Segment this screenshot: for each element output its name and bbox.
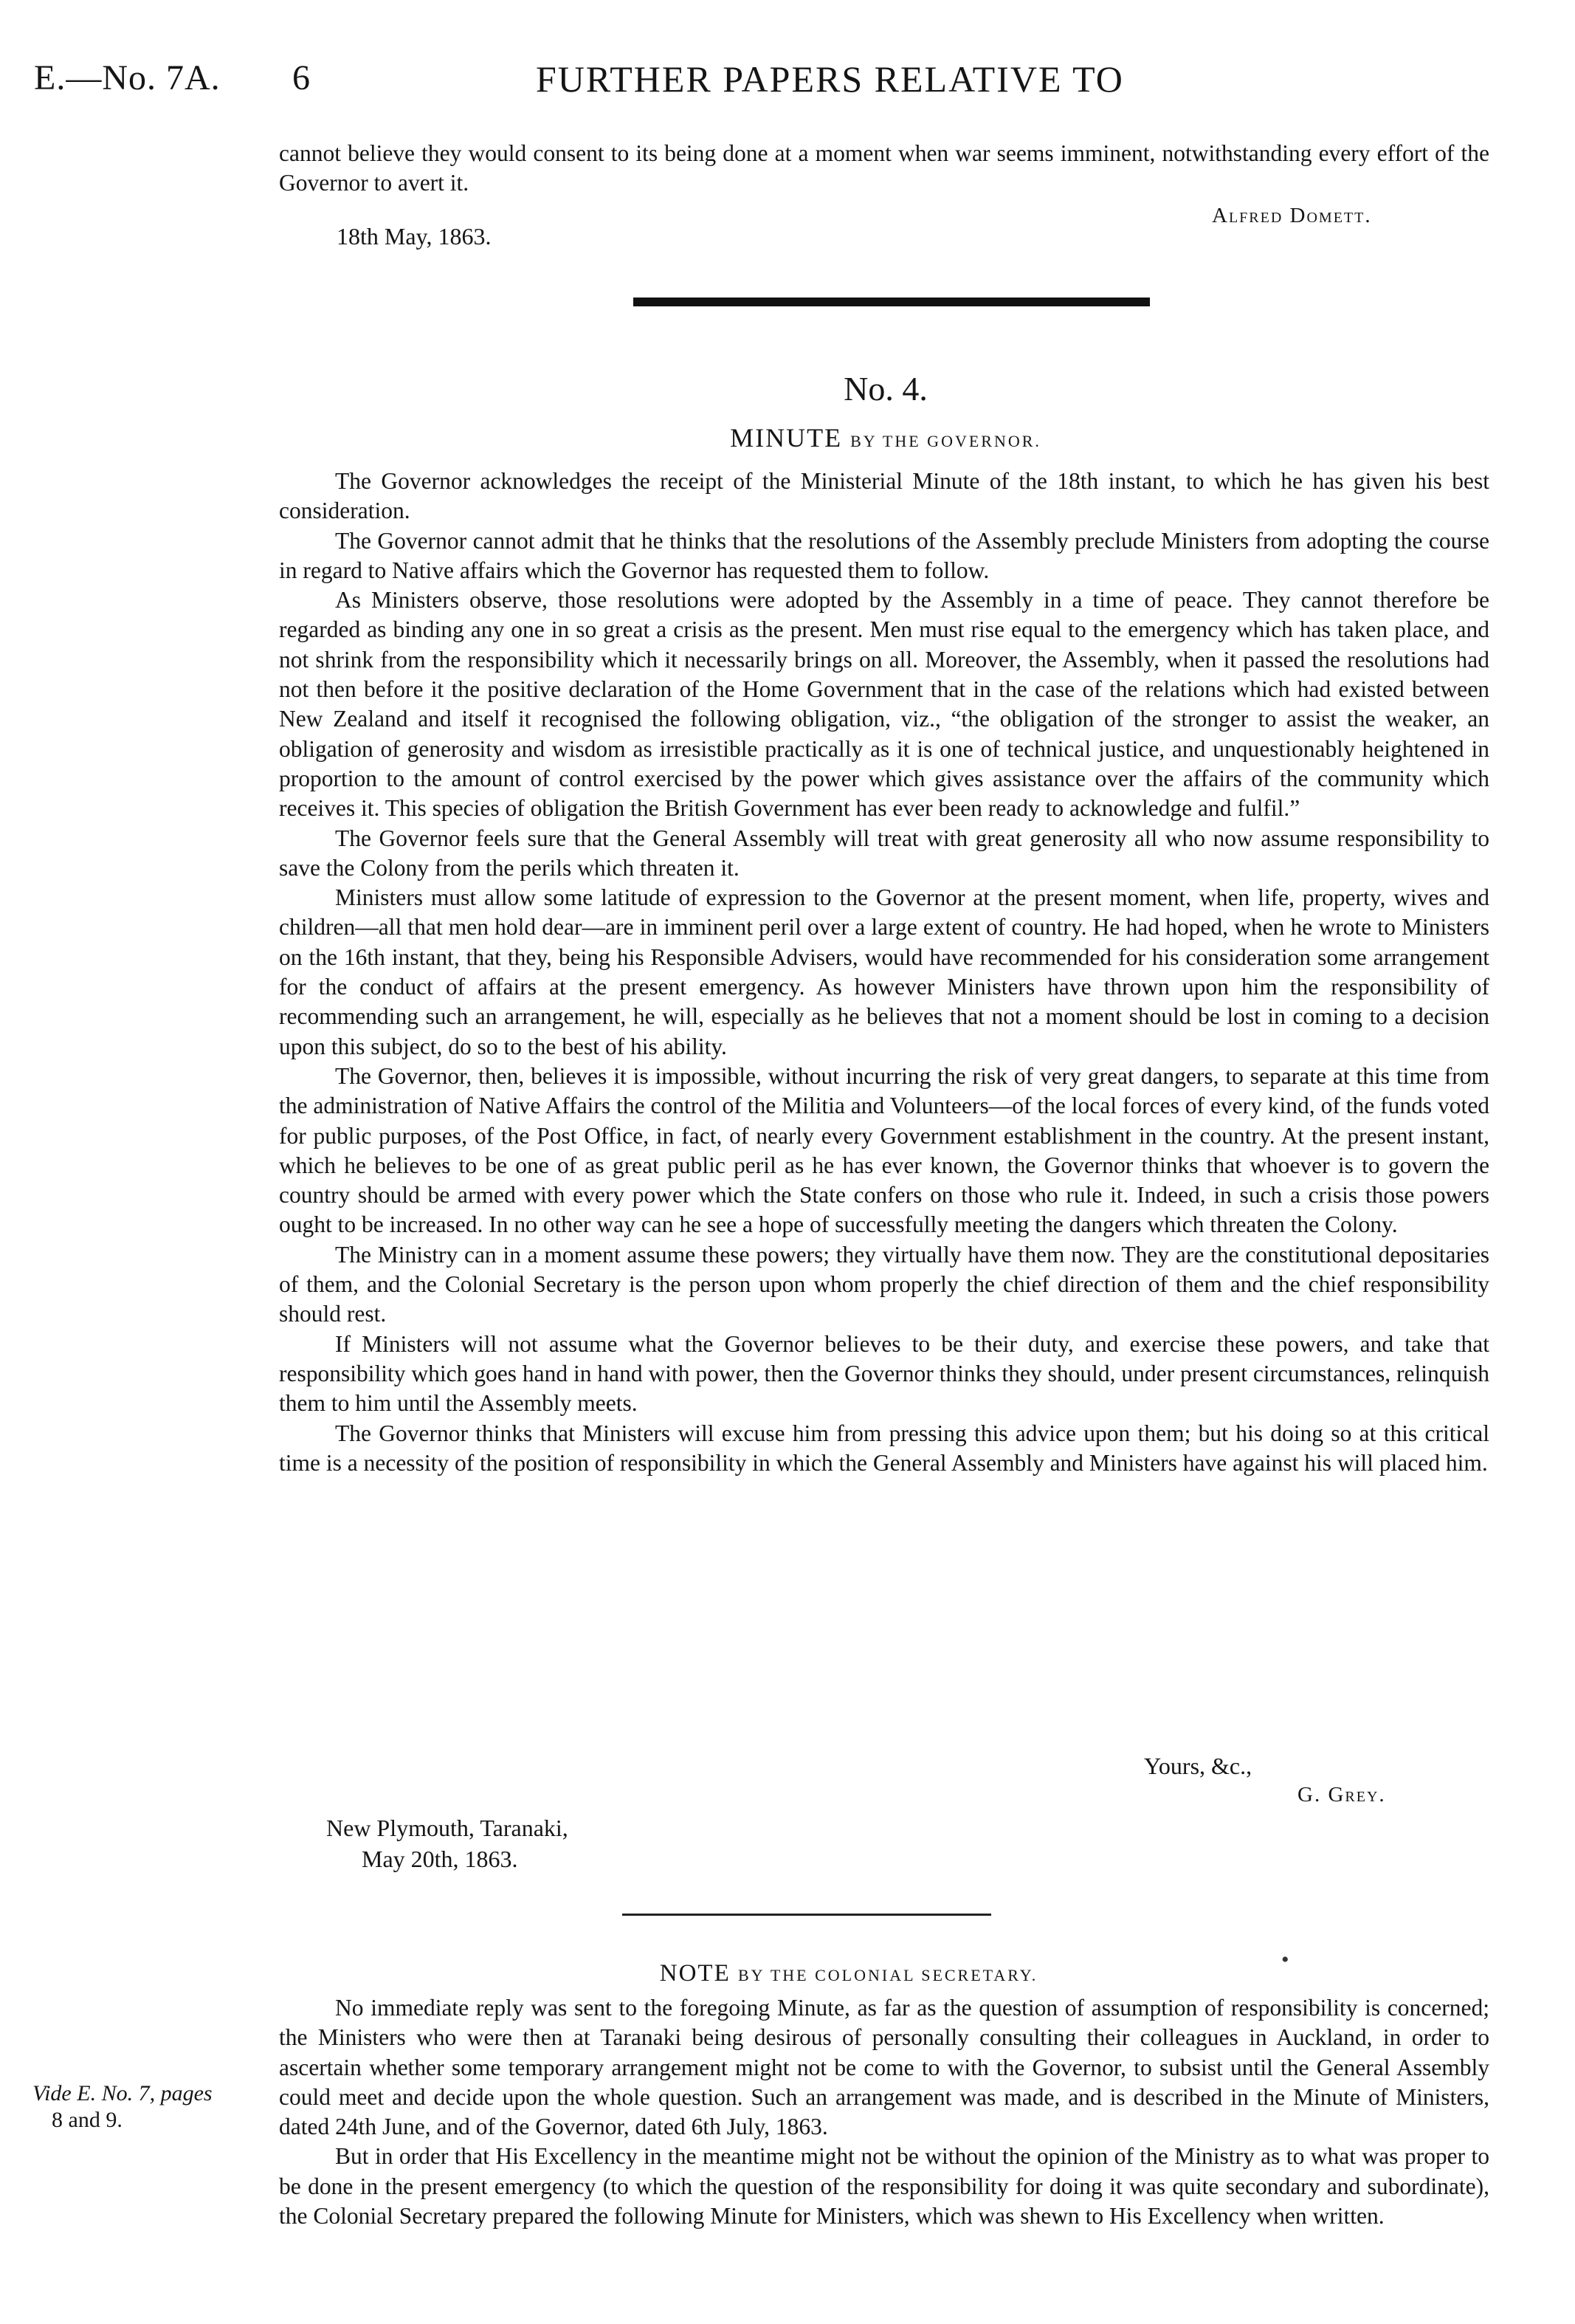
minute-paragraph: If Ministers will not assume what the Governor believes to be their duty, and exercise these powers, and take that responsibility which goes hand in hand with power, then the Governor thinks they should, under present circumstances, relinquish them to him until the Assembly meets. [279,1330,1489,1417]
minute-body [279,467,1489,1478]
minute-paragraph: The Governor cannot admit that he thinks that the resolutions of the Assembly preclude Ministers from adopting the course in regard to Native affairs which the Governor has requested them to follow. [279,527,1489,583]
minute-heading [664,422,1107,453]
minute-paragraph: As Ministers observe, those resolutions were adopted by the Assembly in a time of peace. They cannot therefore be regarded as binding any one in so great a crisis as the present. Men must rise equal to the emergency which has taken place, and not shrink from the responsibility which it necessarily brings on all. Moreover, the Assembly, when it passed the resolutions had not then before it the positive declaration of the Home Government that in the case of the relations which had existed between New Zealand and itself it recognised the following obligation, viz., “the obligation of the stronger to assist the weaker, an obligation of generosity and wisdom as irresistible practically as it is one of technical justice, and unquestionably heightened in proportion to the amount of control exercised by the power which gives assistance over the affairs of the community which receives it. This species of obligation the British Government has ever been ready to acknowledge and fulfil.” [279,587,1489,822]
running-title: FURTHER PAPERS RELATIVE TO [536,58,1124,100]
note-heading-main: NOTE [659,1960,731,1987]
note-paragraph: No immediate reply was sent to the foregoing Minute, as far as the question of assumption of responsibility is concerned; the Ministers who were then at Taranaki being desirous of personally consulting their colleagues in Auckland, in order to ascertain whether some temporary arrangement might not be come to with the Governor, to subsist until the General Assembly could meet and decide upon the whole question. Such an arrangement was made, and is described in the Minute of Ministers, dated 24th June, and of the Governor, dated 6th July, 1863. [279,1995,1489,2140]
minute-paragraph: The Governor feels sure that the General Assembly will treat with great generosity all who now assume responsibility to save the Colony from the perils which threaten it. [279,825,1489,881]
section-number: No. 4. [844,370,928,408]
stray-mark: • [1281,1947,1289,1972]
prior-minute-date: 18th May, 1863. [337,223,492,250]
note-body [279,1993,1489,2231]
minute-heading-sub: BY THE GOVERNOR. [850,432,1041,450]
minute-heading-main: MINUTE [730,423,843,453]
minute-paragraph: The Governor, then, believes it is impossible, without incurring the risk of very great dangers, to separate at this time from the administration of Native Affairs the control of the Militia and Volunteers—of the local forces of every kind, of the funds voted for public purposes, of the Post Office, in fact, of nearly every Government establishment in the country. At the present instant, which he believes to be one of as great public peril as he has ever known, the Governor thinks that whoever is to govern the country should be armed with every power which the State confers on those who rule it. Indeed, in such a crisis those powers ought to be increased. In no other way can he see a hope of successfully meeting the dangers which threaten the Colony. [279,1062,1489,1238]
margin-note-line: Vide E. No. 7, pages [32,2081,213,2105]
minute-place: New Plymouth, Taranaki, [326,1815,568,1841]
section-divider-thick [633,298,1150,306]
note-heading [517,1960,1181,1987]
continuation-paragraph: cannot believe they would consent to its being done at a moment when war seems imminent, notwithstanding every effort of the Governor to avert it. [279,140,1489,196]
prior-minute-continuation [279,139,1489,199]
governor-signature: G. Grey. [1297,1783,1386,1806]
minute-paragraph: The Ministry can in a moment assume these powers; they virtually have them now. They are the constitutional depositaries of them, and the Colonial Secretary is the person upon whom properly the chief direction of them and the chief responsibility should rest. [279,1241,1489,1327]
prior-minute-signature: Alfred Domett. [1212,204,1372,227]
margin-reference-note [32,2080,269,2134]
note-heading-sub: BY THE COLONIAL SECRETARY. [737,1966,1038,1984]
document-code: E.—No. 7A. [34,58,221,97]
minute-paragraph: The Governor thinks that Ministers will excuse him from pressing this advice upon them; but his doing so at this critical time is a necessity of the position of responsibility in which the General Assembly and Ministers have against his will placed him. [279,1420,1489,1476]
minute-paragraph: The Governor acknowledges the receipt of the Ministerial Minute of the 18th instant, to which he has given his best consideration. [279,468,1489,524]
page-number: 6 [292,58,310,97]
margin-note-line: 8 and 9. [52,2108,123,2132]
minute-date: May 20th, 1863. [362,1846,518,1872]
running-header [34,58,1547,109]
closing-phrase: Yours, &c., [1144,1753,1252,1779]
minute-paragraph: Ministers must allow some latitude of expression to the Governor at the present moment, when life, property, wives and children—all that men hold dear—are in imminent peril over a large extent of country. He had hoped, when he wrote to Ministers on the 16th instant, that they, being his Responsible Advisers, would have recommended for his consideration some arrangement for the conduct of affairs at the present emergency. As however Ministers have thrown upon him the responsibility of recommending such an arrangement, he will, especially as he believes that not a moment should be lost in coming to a decision upon this subject, do so to the best of his ability. [279,884,1489,1059]
section-divider-thin [622,1914,991,1916]
note-paragraph: But in order that His Excellency in the meantime might not be without the opinion of the Ministry as to what was proper to be done in the present emergency (to which the question of the responsibility for doing it was quite secondary and subordinate), the Colonial Secretary prepared the following Minute for Ministers, which was shewn to His Excellency when written. [279,2143,1489,2230]
